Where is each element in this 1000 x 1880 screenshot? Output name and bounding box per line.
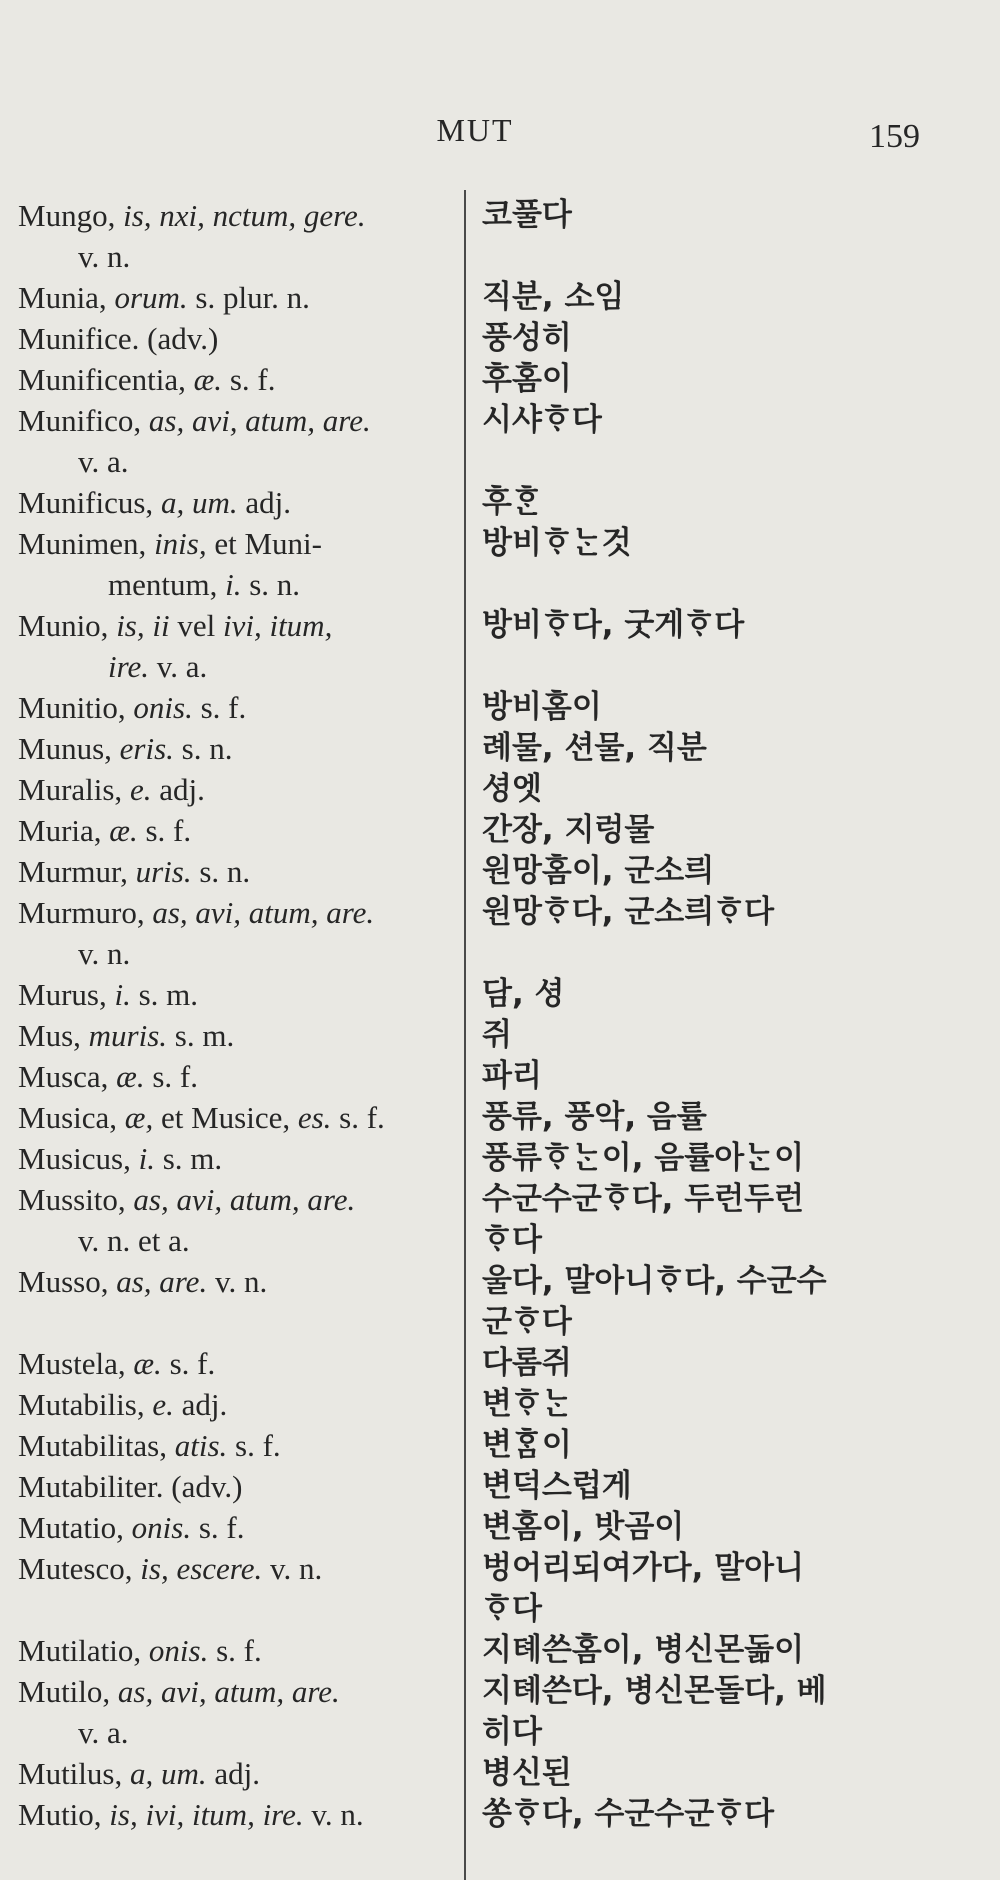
korean-gloss: [482, 810, 912, 851]
latin-line: Musca, æ. s. f.: [18, 1059, 198, 1094]
dictionary-entry: [18, 1097, 918, 1138]
korean-line: 코풀다: [482, 197, 572, 233]
dictionary-entry: [18, 1425, 918, 1466]
korean-gloss: [482, 1015, 912, 1056]
korean-line: 후홈이: [482, 361, 572, 397]
korean-line: 변ᄒᆞᄂᆞᆫ: [482, 1386, 572, 1422]
korean-line: 원망ᄒᆞ다, 군소릐ᄒᆞ다: [482, 894, 775, 930]
korean-line: 방비ᄒᆞᄂᆞᆫ것: [482, 525, 632, 561]
latin-headword: [18, 810, 462, 851]
latin-line: Musso, as, are. v. n.: [18, 1264, 268, 1299]
korean-gloss: [482, 1056, 912, 1097]
latin-line: Mutilus, a, um. adj.: [18, 1756, 260, 1791]
dictionary-entry: [18, 1384, 918, 1425]
korean-line: 병신된: [482, 1755, 572, 1791]
latin-line: Mungo, is, nxi, nctum, gere.: [18, 198, 366, 233]
korean-gloss: [482, 974, 912, 1015]
korean-gloss: [482, 277, 912, 318]
latin-headword: [18, 605, 462, 687]
dictionary-entry: [18, 728, 918, 769]
korean-line: 벙어리되여가다, 말아니: [482, 1550, 805, 1586]
korean-gloss: [482, 605, 912, 687]
dictionary-entry: [18, 892, 918, 974]
latin-line: Musica, æ, et Musice, es. s. f.: [18, 1100, 385, 1135]
korean-gloss: [482, 769, 912, 810]
latin-line: Mutabiliter. (adv.): [18, 1469, 243, 1504]
korean-gloss: [482, 400, 912, 482]
korean-gloss: [482, 1507, 912, 1548]
korean-line: 례물, 션물, 직분: [482, 730, 707, 766]
latin-headword: [18, 974, 462, 1015]
latin-headword: [18, 1056, 462, 1097]
korean-line: 수군수군ᄒᆞ다, 두런두런: [482, 1181, 805, 1217]
korean-gloss: [482, 1671, 912, 1753]
latin-line: Munifico, as, avi, atum, are.: [18, 403, 371, 438]
korean-line: 다롬쥐: [482, 1345, 572, 1381]
korean-line: 파리: [482, 1058, 542, 1094]
latin-headword: [18, 769, 462, 810]
latin-line: Muria, æ. s. f.: [18, 813, 192, 848]
korean-line: 간장, 지렁물: [482, 812, 655, 848]
latin-line: Mutilo, as, avi, atum, are.: [18, 1674, 340, 1709]
dictionary-entry: [18, 1753, 918, 1794]
korean-gloss: [482, 318, 912, 359]
korean-line: 방비ᄒᆞ다, 굿게ᄒᆞ다: [482, 607, 745, 643]
latin-line: v. n.: [78, 239, 131, 274]
entry-list: [18, 195, 918, 1835]
dictionary-entry: [18, 1056, 918, 1097]
latin-line: Mutabilitas, atis. s. f.: [18, 1428, 281, 1463]
dictionary-entry: [18, 1343, 918, 1384]
korean-gloss: [482, 1753, 912, 1794]
korean-line: 담, 셩: [482, 976, 565, 1012]
korean-line: ᄒᆞ다: [482, 1222, 542, 1258]
korean-gloss: [482, 1384, 912, 1425]
dictionary-entry: [18, 318, 918, 359]
korean-gloss: [482, 1261, 912, 1343]
latin-line: v. a.: [78, 1715, 129, 1750]
korean-line: 군ᄒᆞ다: [482, 1304, 572, 1340]
korean-gloss: [482, 1630, 912, 1671]
latin-headword: [18, 1261, 462, 1343]
latin-headword: [18, 1343, 462, 1384]
latin-headword: [18, 523, 462, 605]
dictionary-entry: [18, 400, 918, 482]
dictionary-entry: [18, 277, 918, 318]
latin-line: ire. v. a.: [108, 649, 208, 684]
latin-headword: [18, 1548, 462, 1630]
latin-headword: [18, 277, 462, 318]
latin-line: Murmur, uris. s. n.: [18, 854, 251, 889]
korean-gloss: [482, 1138, 912, 1179]
korean-gloss: [482, 1179, 912, 1261]
latin-line: Mutilatio, onis. s. f.: [18, 1633, 262, 1668]
latin-headword: [18, 318, 462, 359]
dictionary-entry: [18, 523, 918, 605]
latin-headword: [18, 1179, 462, 1261]
latin-headword: [18, 1138, 462, 1179]
korean-line: 지톄쓴다, 병신몬돌다, 베: [482, 1673, 827, 1709]
latin-line: Munus, eris. s. n.: [18, 731, 233, 766]
latin-headword: [18, 851, 462, 892]
dictionary-entry: [18, 810, 918, 851]
latin-headword: [18, 1466, 462, 1507]
latin-line: Mutabilis, e. adj.: [18, 1387, 228, 1422]
korean-gloss: [482, 482, 912, 523]
korean-gloss: [482, 687, 912, 728]
latin-line: Munimen, inis, et Muni-: [18, 526, 322, 561]
latin-line: Mutio, is, ivi, itum, ire. v. n.: [18, 1797, 364, 1832]
latin-line: v. n.: [78, 936, 131, 971]
latin-line: Mutatio, onis. s. f.: [18, 1510, 245, 1545]
dictionary-entry: [18, 1138, 918, 1179]
korean-line: ᄒᆞ다: [482, 1591, 542, 1627]
running-head: MUT: [436, 112, 514, 148]
latin-headword: [18, 1630, 462, 1671]
korean-line: 직분, 소임: [482, 279, 625, 315]
latin-headword: [18, 1671, 462, 1753]
dictionary-entry: [18, 1466, 918, 1507]
dictionary-entry: [18, 1507, 918, 1548]
latin-headword: [18, 1384, 462, 1425]
korean-line: 지톄쓴홈이, 병신몬돎이: [482, 1632, 805, 1668]
latin-line: Murmuro, as, avi, atum, are.: [18, 895, 375, 930]
latin-headword: [18, 1507, 462, 1548]
dictionary-entry: [18, 1671, 918, 1753]
korean-gloss: [482, 359, 912, 400]
korean-line: 시샤ᄒᆞ다: [482, 402, 602, 438]
dictionary-entry: [18, 974, 918, 1015]
korean-line: 히다: [482, 1714, 542, 1750]
korean-line: 셩엣: [482, 771, 542, 807]
latin-headword: [18, 1794, 462, 1835]
korean-gloss: [482, 1425, 912, 1466]
latin-line: Munia, orum. s. plur. n.: [18, 280, 310, 315]
latin-line: Muralis, e. adj.: [18, 772, 205, 807]
latin-headword: [18, 400, 462, 482]
korean-gloss: [482, 1466, 912, 1507]
korean-line: 풍류, 풍악, 음률: [482, 1099, 707, 1135]
korean-line: 변ᄒᆞᆷ이: [482, 1427, 572, 1463]
latin-headword: [18, 195, 462, 277]
korean-line: 쥐: [482, 1017, 512, 1053]
latin-line: Munitio, onis. s. f.: [18, 690, 247, 725]
latin-headword: [18, 482, 462, 523]
korean-line: 풍류ᄒᆞᄂᆞᆫ이, 음률아ᄂᆞᆫ이: [482, 1140, 805, 1176]
dictionary-entry: [18, 1015, 918, 1056]
korean-gloss: [482, 728, 912, 769]
latin-line: Mutesco, is, escere. v. n.: [18, 1551, 323, 1586]
dictionary-entry: [18, 1630, 918, 1671]
korean-gloss: [482, 1794, 912, 1835]
dictionary-entry: [18, 1548, 918, 1630]
page-number: 159: [869, 118, 920, 155]
korean-line: 풍성히: [482, 320, 572, 356]
latin-line: mentum, i. s. n.: [108, 567, 301, 602]
latin-line: Musicus, i. s. m.: [18, 1141, 223, 1176]
latin-line: Murus, i. s. m.: [18, 977, 199, 1012]
latin-headword: [18, 1425, 462, 1466]
latin-headword: [18, 687, 462, 728]
dictionary-entry: [18, 1794, 918, 1835]
latin-line: Mustela, æ. s. f.: [18, 1346, 216, 1381]
latin-line: Munificus, a, um. adj.: [18, 485, 291, 520]
latin-line: Munifice. (adv.): [18, 321, 219, 356]
latin-headword: [18, 1097, 462, 1138]
korean-line: 방비홈이: [482, 689, 602, 725]
dictionary-entry: [18, 769, 918, 810]
korean-gloss: [482, 851, 912, 892]
latin-line: Mus, muris. s. m.: [18, 1018, 235, 1053]
latin-line: v. a.: [78, 444, 129, 479]
latin-line: Mussito, as, avi, atum, are.: [18, 1182, 356, 1217]
dictionary-entry: [18, 1261, 918, 1343]
dictionary-entry: [18, 195, 918, 277]
latin-line: Munificentia, æ. s. f.: [18, 362, 276, 397]
korean-gloss: [482, 892, 912, 974]
korean-line: 변홈이, 밧곰이: [482, 1509, 685, 1545]
korean-gloss: [482, 1097, 912, 1138]
korean-gloss: [482, 1343, 912, 1384]
korean-line: 원망홈이, 군소릐: [482, 853, 715, 889]
latin-line: Munio, is, ii vel ivi, itum,: [18, 608, 333, 643]
korean-gloss: [482, 195, 912, 277]
korean-line: 변덕스럽게: [482, 1468, 632, 1504]
latin-line: v. n. et a.: [78, 1223, 190, 1258]
dictionary-entry: [18, 482, 918, 523]
dictionary-entry: [18, 851, 918, 892]
latin-headword: [18, 892, 462, 974]
korean-line: 쏭ᄒᆞ다, 수군수군ᄒᆞ다: [482, 1796, 775, 1832]
dictionary-entry: [18, 605, 918, 687]
latin-headword: [18, 1753, 462, 1794]
latin-headword: [18, 1015, 462, 1056]
dictionary-entry: [18, 687, 918, 728]
latin-headword: [18, 728, 462, 769]
korean-line: 후ᄒᆞᆫ: [482, 484, 542, 520]
korean-gloss: [482, 1548, 912, 1630]
latin-headword: [18, 359, 462, 400]
dictionary-entry: [18, 1179, 918, 1261]
korean-line: 울다, 말아니ᄒᆞ다, 수군수: [482, 1263, 827, 1299]
korean-gloss: [482, 523, 912, 605]
dictionary-entry: [18, 359, 918, 400]
page-header: [0, 112, 1000, 162]
